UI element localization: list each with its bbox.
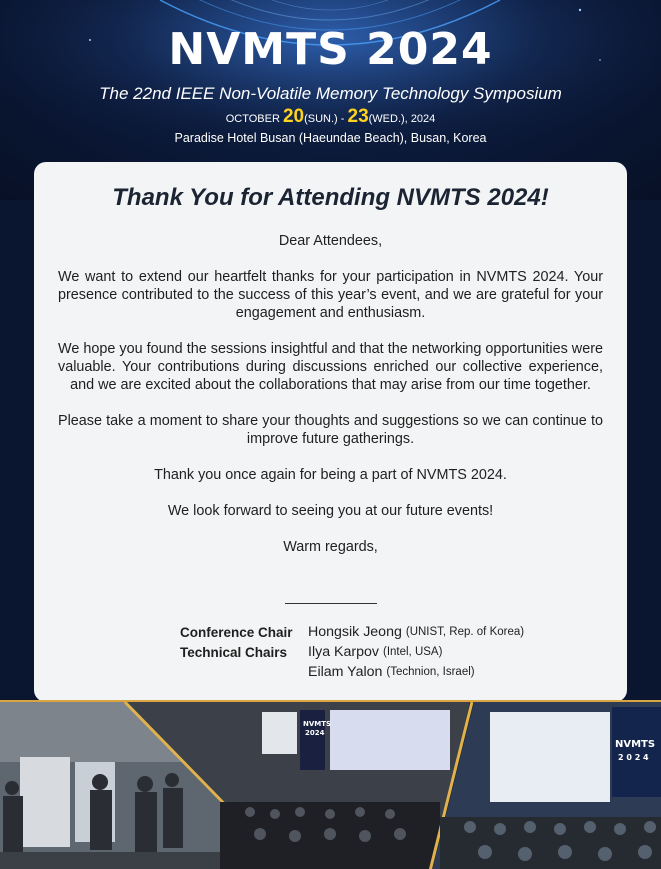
chair-row (180, 622, 524, 642)
letter-paragraph-1: We want to extend our heartfelt thanks for your participation in NVMTS 2024. Your presence contributed to the success of this year’s event, and we are grateful for your engagement and enthusiasm. (58, 269, 603, 321)
chair-affiliation: (Intel, USA) (382, 646, 443, 658)
conference-dates (0, 106, 661, 128)
date-end-day: 23 (347, 106, 369, 127)
letter-paragraph-3: Please take a moment to share your thoughts and suggestions so we can continue to improve future gatherings. (58, 413, 603, 447)
chair-row (180, 642, 524, 662)
chair-row (180, 662, 524, 682)
letter-body (58, 232, 603, 574)
letter-paragraph-4: Thank you once again for being a part of NVMTS 2024. (154, 467, 507, 483)
signature-divider (285, 603, 377, 604)
letter-paragraph-5: We look forward to seeing you at our future events! (167, 503, 494, 519)
chair-role: Conference Chair (180, 624, 293, 640)
chairs-list (180, 622, 524, 682)
conference-subtitle: The 22nd IEEE Non-Volatile Memory Technology Symposium (99, 84, 562, 103)
date-end-weekday: (WED.), (368, 113, 408, 125)
banner-text: NVMTS (303, 720, 332, 728)
photo-collage-graphic (0, 702, 661, 869)
date-start-weekday: (SUN.) (304, 113, 338, 125)
conference-title: NVMTS 2024 (168, 24, 493, 75)
banner-text: 2024 (305, 729, 325, 737)
thank-you-card (34, 162, 627, 702)
letter-closing: Warm regards, (283, 539, 378, 555)
chair-affiliation: (Technion, Israel) (386, 666, 475, 678)
date-separator: - (337, 113, 348, 125)
chair-name: Hongsik Jeong (308, 624, 402, 640)
chair-role: Technical Chairs (180, 644, 288, 660)
chair-affiliation: (UNIST, Rep. of Korea) (405, 626, 525, 638)
banner-text: NVMTS (615, 739, 656, 750)
date-start-day: 20 (282, 106, 305, 127)
conference-venue: Paradise Hotel Busan (Haeundae Beach), Busan, Korea (174, 131, 487, 145)
banner-text: 2 0 2 4 (618, 753, 649, 762)
card-heading: Thank You for Attending NVMTS 2024! (112, 184, 549, 211)
letter-paragraph-2: We hope you found the sessions insightful and that the networking opportunities were valuable. Your contributions during discussions enriched our collective experience, and we are excited about the collaborations that may arise from our time together. (58, 341, 603, 393)
date-prefix: OCTOBER (225, 113, 280, 125)
letter-greeting: Dear Attendees, (278, 233, 383, 249)
date-year: 2024 (410, 113, 436, 125)
chair-name: Eilam Yalon (308, 664, 383, 680)
event-photo-collage (0, 700, 661, 869)
chair-name: Ilya Karpov (308, 644, 379, 660)
